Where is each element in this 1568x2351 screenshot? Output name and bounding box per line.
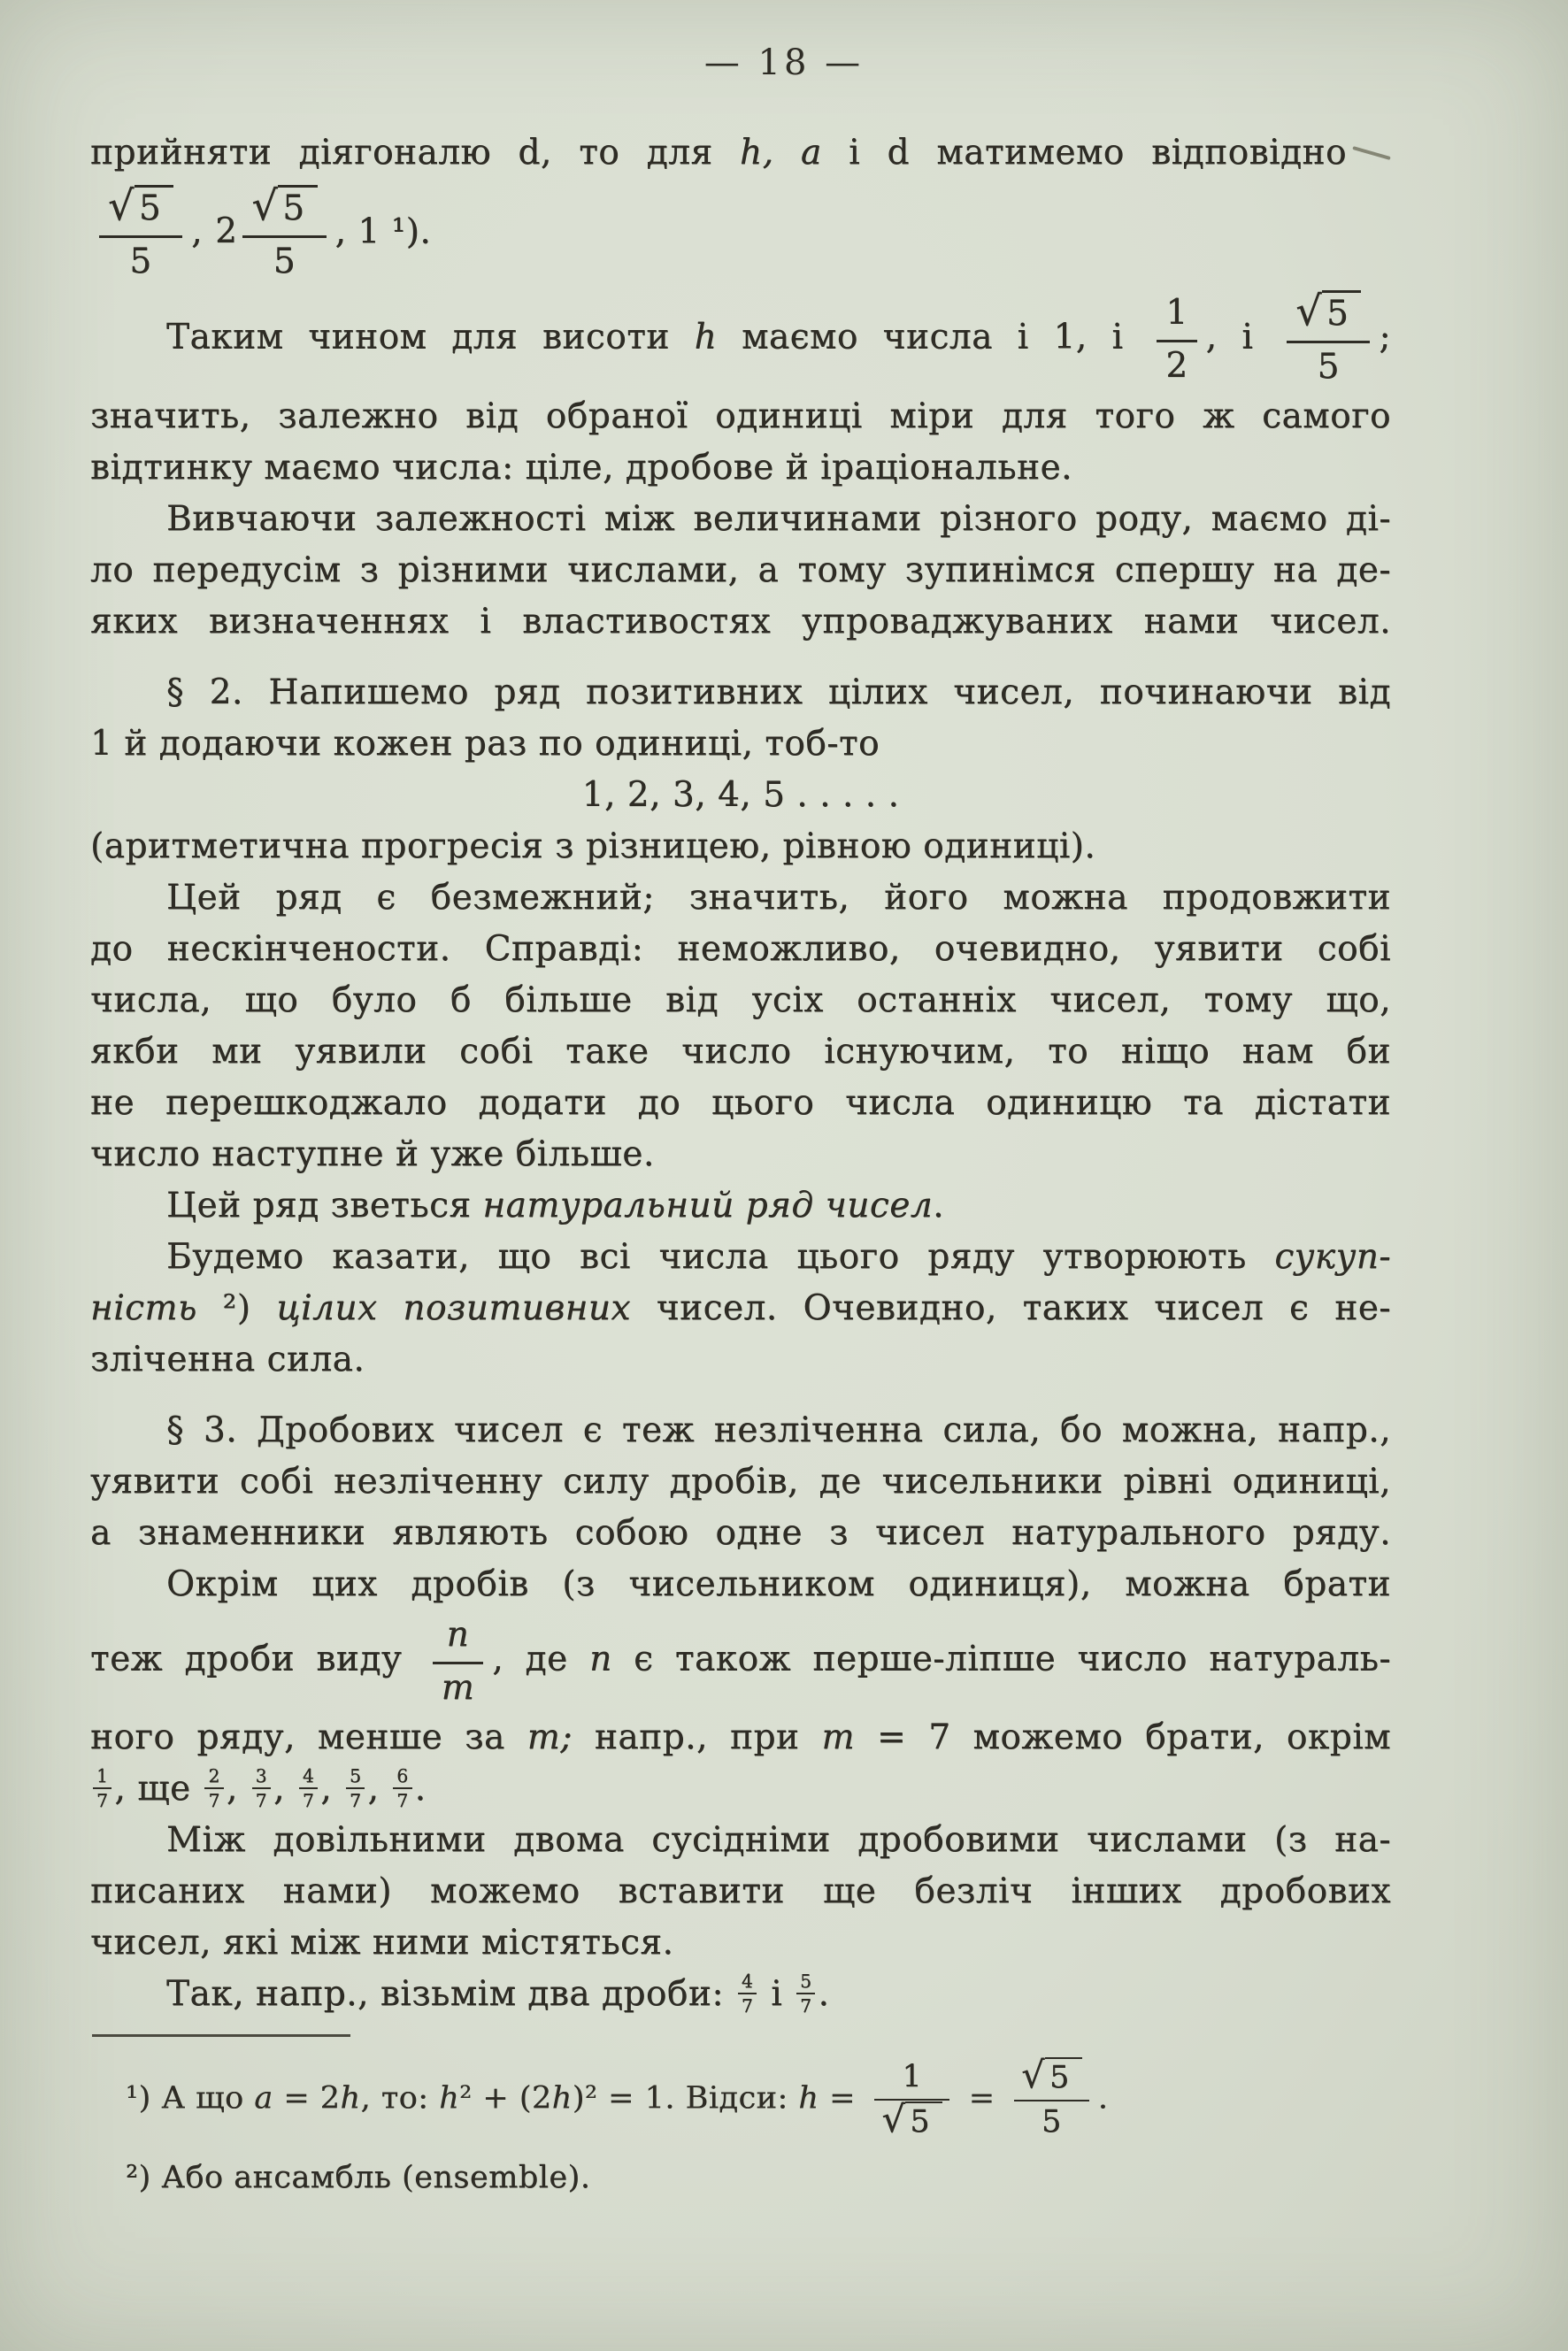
text-line: а знаменники являють собою одне з чисел натурального ряду. (90, 1512, 1391, 1553)
variable-h: h (551, 2079, 573, 2116)
radicand: 5 (1045, 2057, 1082, 2095)
coefficient: 2 (215, 211, 238, 252)
text-run: . (818, 1973, 830, 2014)
variable-h: h (340, 2079, 361, 2116)
variable-a: a (800, 133, 822, 173)
text-run: прийняти діягоналю d, то для (90, 133, 740, 173)
text-line: уявити собі незліченну силу дробів, де чисельники рівні одиниці, (90, 1461, 1391, 1502)
footnotes-block (90, 2034, 1391, 2207)
text-run: = (819, 2079, 866, 2116)
text-line: Цей ряд є безмежний; значить, його можна продовжити (166, 877, 1391, 918)
text-run: маємо числа і 1, і (717, 317, 1149, 357)
text-run (774, 133, 801, 173)
pencil-mark (1352, 146, 1390, 160)
text-run: , (320, 1768, 344, 1809)
denominator: 2 (1165, 345, 1188, 386)
text-line (90, 1616, 1391, 1707)
numerator: 1 (874, 2060, 949, 2101)
text-line: число наступне й уже більше. (90, 1133, 655, 1174)
text-line: якби ми уявили собі таке число існуючим, то ніщо нам би (90, 1031, 1391, 1072)
page-text-block (90, 127, 1391, 2206)
text-line: писаних нами) можемо вставити ще безліч інших дробових (90, 1871, 1391, 1911)
math-line (90, 181, 1391, 281)
text-line: числа, що було б більше від усіх останніх чисел, тому що, (90, 980, 1391, 1020)
radicand: 5 (905, 2101, 942, 2140)
text-line (90, 1712, 1391, 1763)
text-line: Між довільними двома сусідніми дробовими числами (з на- (166, 1819, 1391, 1860)
variable-a: a (254, 2079, 273, 2116)
text-run: , де (492, 1639, 590, 1679)
emphasized-term: натуральний ряд чисел (482, 1185, 934, 1225)
numerator: n (433, 1616, 483, 1664)
denominator: 5 (1041, 2104, 1062, 2140)
text-line: Окрім цих дробів (з чисельником одиниця), можна брати (166, 1563, 1391, 1604)
text-run: , то: (360, 2079, 440, 2116)
text-run: і d матимемо відповідно (821, 133, 1348, 173)
text-line (90, 1180, 1391, 1232)
variable-h: h (439, 2079, 460, 2116)
text-line: до нескінчености. Справді: неможливо, очевидно, уявити собі (90, 928, 1391, 969)
text-line (90, 1283, 1391, 1334)
text-run: . (1097, 2079, 1109, 2116)
radical-sign: √ (1021, 2053, 1045, 2096)
fraction (1157, 294, 1196, 385)
fraction: $\frac{5}{7}$ (346, 1767, 365, 1810)
text-run: = 7 можемо брати, окрім (854, 1717, 1392, 1757)
fraction: $\frac{1}{7}$ (93, 1767, 111, 1810)
footnote-2: ²) Або ансамбль (ensemble). (126, 2160, 591, 2196)
variable-h: h (694, 317, 718, 357)
emphasized-term: сукуп- (1274, 1236, 1391, 1277)
text-run: , ще (114, 1768, 203, 1809)
footnote-divider (92, 2034, 350, 2037)
text-run: Будемо казати, що всі числа цього ряду утворюють (166, 1236, 1275, 1277)
numerator: 1 (1157, 294, 1196, 342)
text-line: яких визначеннях і властивостях упроваджуваних нами чисел. (90, 601, 1391, 642)
text-line: 1 й додаючи кожен раз по одиниці, тоб-то (90, 723, 880, 764)
text-run: , (226, 1768, 250, 1809)
emphasized-term: цілих позитивних (276, 1287, 631, 1328)
fraction-radical (242, 181, 326, 281)
fraction: $\frac{4}{7}$ (299, 1767, 318, 1810)
fraction: $\frac{4}{7}$ (738, 1972, 757, 2016)
text-run: , (367, 1768, 391, 1809)
radical-sign: √ (251, 181, 279, 229)
text-run: , 1 ¹). (334, 211, 432, 252)
emphasized-term: ність (90, 1287, 197, 1328)
fraction: $\frac{6}{7}$ (393, 1767, 411, 1810)
text-run: = 2 (273, 2079, 341, 2116)
text-run: , і (1205, 317, 1279, 357)
variable-h: h, (739, 133, 774, 173)
text-line: ло передусім з різними числами, а тому зупинімся спершу на де- (90, 549, 1391, 590)
text-line: відтинку маємо числа: ціле, дробове й іраціональне. (90, 447, 1072, 488)
text-line: не перешкоджало додати до цього числа одиницю та дістати (90, 1082, 1391, 1123)
text-run: теж дроби виду (90, 1639, 424, 1679)
radicand: 5 (1322, 290, 1361, 334)
variable-m: m (821, 1717, 855, 1757)
variable-h: h (798, 2079, 819, 2116)
variable-m: m; (527, 1717, 573, 1757)
text-line (90, 1232, 1391, 1283)
text-run: Таким чином для висоти (166, 317, 695, 357)
footnote-marker: ¹) А що (126, 2079, 255, 2116)
variable-n: n (589, 1639, 612, 1679)
text-run: чисел. Очевидно, таких чисел є не- (630, 1287, 1391, 1328)
text-run: . (933, 1185, 945, 1225)
fraction-radical (1287, 286, 1370, 387)
text-run: = (958, 2079, 1006, 2116)
text-run: , (273, 1768, 296, 1809)
fraction: $\frac{3}{7}$ (252, 1767, 271, 1810)
footnote-ref: ²) (196, 1287, 277, 1328)
text-line (90, 1969, 1391, 2020)
fraction-radical (99, 181, 182, 281)
fraction-radical (874, 2060, 949, 2140)
text-run: ; (1379, 317, 1391, 357)
section-2-line: § 2. Напишемо ряд позитивних цілих чисел, починаючи від (166, 672, 1391, 712)
denominator: 5 (129, 241, 152, 281)
section-3-line: § 3. Дробових чисел є теж незліченна сила, бо можна, напр., (166, 1410, 1391, 1450)
text-line (90, 127, 1391, 179)
text-line: (аритметична прогресія з різницею, рівною одиниці). (90, 826, 1096, 866)
text-run: Так, напр., візьмім два дроби: (166, 1973, 735, 2014)
text-run: Цей ряд зветься (166, 1185, 483, 1225)
radical-sign: √ (108, 181, 135, 229)
text-run: . (414, 1768, 427, 1809)
fraction-radical (1014, 2053, 1089, 2140)
text-run: є також перше-ліпше число натураль- (611, 1639, 1391, 1679)
text-line: чисел, які між ними містяться. (90, 1922, 674, 1963)
fraction: $\frac{2}{7}$ (204, 1767, 223, 1810)
fraction (433, 1616, 483, 1707)
footnote-1 (90, 2053, 1391, 2141)
text-run: ² + (2 (459, 2079, 552, 2116)
text-run: )² = 1. Відси: (572, 2079, 799, 2116)
text-run: ного ряду, менше за (90, 1717, 527, 1757)
text-run: , (191, 211, 204, 252)
radical-sign: √ (881, 2098, 906, 2141)
radical-sign: √ (1295, 286, 1323, 334)
denominator: 5 (273, 241, 296, 281)
denominator: 5 (1317, 346, 1340, 387)
text-line (90, 286, 1391, 387)
denominator: m (441, 1667, 475, 1708)
text-line: Вивчаючи залежності між величинами різного роду, маємо ді- (166, 498, 1391, 539)
page-number: — 18 — (703, 42, 865, 83)
text-run: і (759, 1973, 795, 2014)
number-sequence: 1, 2, 3, 4, 5 . . . . . (581, 774, 900, 815)
fraction: $\frac{5}{7}$ (796, 1972, 815, 2016)
fraction-list-line (90, 1763, 1391, 1815)
radicand: 5 (278, 185, 317, 228)
text-run: напр., при (572, 1717, 822, 1757)
text-line: значить, залежно від обраної одиниці міри для того ж самого (90, 396, 1391, 436)
radicand: 5 (135, 185, 173, 228)
text-line: зліченна сила. (90, 1339, 365, 1379)
